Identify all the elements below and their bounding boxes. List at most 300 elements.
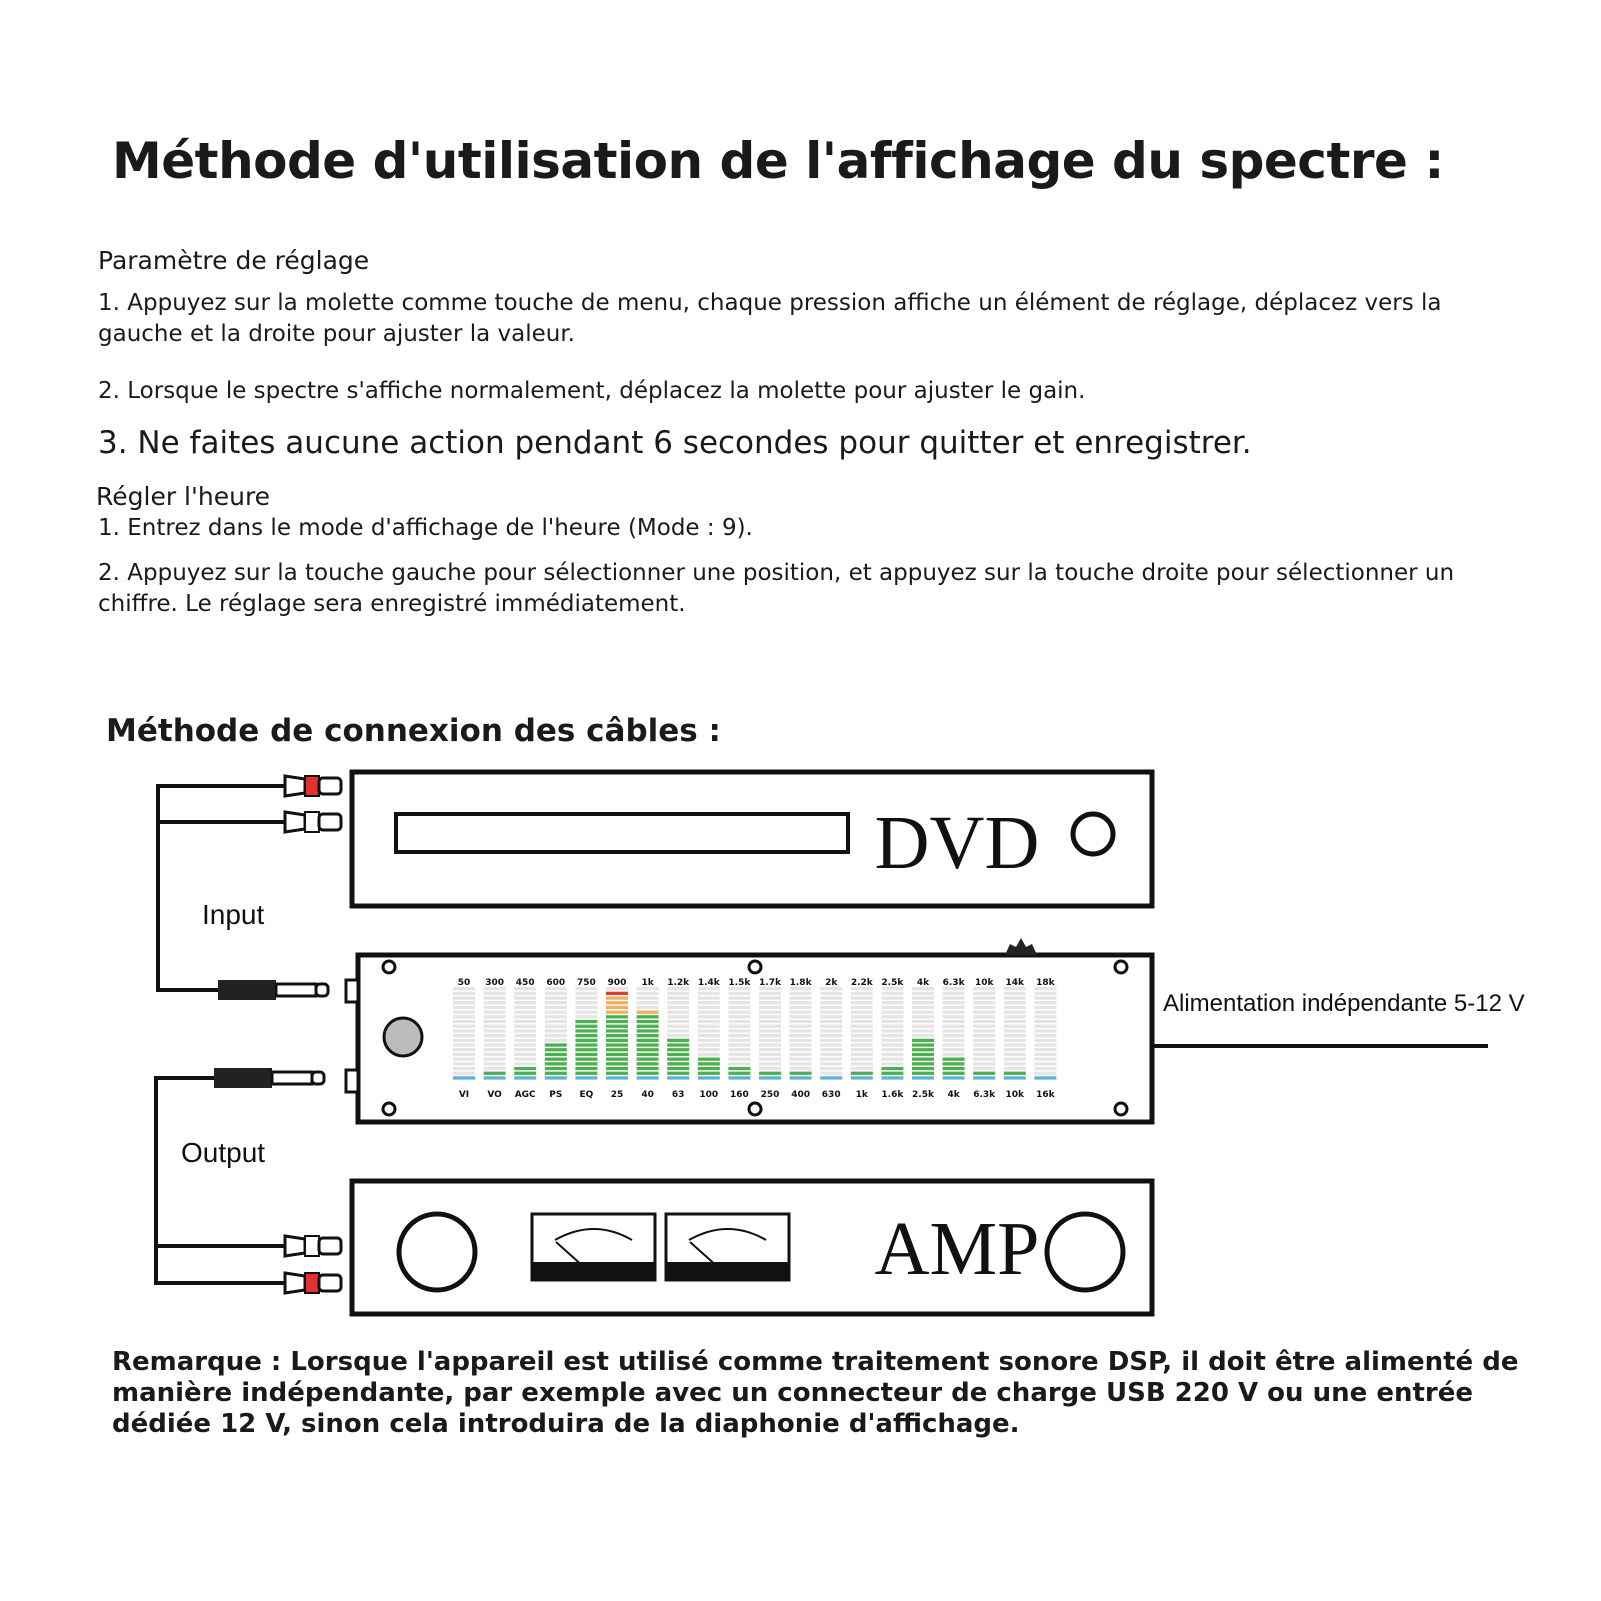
spectrum-segment-lit bbox=[606, 1034, 628, 1037]
spectrum-segment bbox=[881, 1039, 903, 1042]
spectrum-bottom-label: 160 bbox=[730, 1090, 749, 1100]
spectrum-segment bbox=[881, 1006, 903, 1009]
spectrum-segment bbox=[912, 1025, 934, 1028]
spectrum-segment bbox=[1034, 1006, 1056, 1009]
spectrum-segment bbox=[851, 1058, 873, 1061]
spectrum-segment-lit bbox=[606, 1020, 628, 1023]
spectrum-segment-lit bbox=[728, 1072, 750, 1075]
spectrum-segment-lit bbox=[790, 1076, 812, 1079]
spectrum-segment-lit bbox=[759, 1076, 781, 1079]
spectrum-segment bbox=[790, 1053, 812, 1056]
spectrum-segment bbox=[943, 1001, 965, 1004]
spectrum-top-label: 18k bbox=[1036, 978, 1055, 988]
spectrum-segment bbox=[575, 1011, 597, 1014]
spectrum-segment bbox=[1034, 1043, 1056, 1046]
spectrum-segment bbox=[943, 1048, 965, 1051]
spectrum-top-label: 2.2k bbox=[850, 978, 873, 988]
dvd-label: DVD bbox=[874, 801, 1040, 885]
spectrum-segment bbox=[453, 1025, 475, 1028]
spectrum-segment bbox=[667, 1015, 689, 1018]
spectrum-segment bbox=[545, 1025, 567, 1028]
spectrum-segment bbox=[698, 1039, 720, 1042]
spectrum-segment bbox=[453, 1053, 475, 1056]
spectrum-segment-lit bbox=[575, 1039, 597, 1042]
spectrum-segment bbox=[484, 1001, 506, 1004]
spectrum-segment bbox=[637, 1006, 659, 1009]
spectrum-bottom-label: PS bbox=[549, 1090, 563, 1100]
spectrum-bottom-label: 100 bbox=[699, 1090, 719, 1100]
spectrum-segment bbox=[943, 1015, 965, 1018]
spectrum-segment-lit bbox=[637, 1011, 659, 1014]
spectrum-segment bbox=[728, 1039, 750, 1042]
dvd-power-knob bbox=[1073, 814, 1113, 854]
spectrum-segment bbox=[667, 1029, 689, 1032]
spectrum-segment-lit bbox=[545, 1072, 567, 1075]
spectrum-segment bbox=[545, 1015, 567, 1018]
spectrum-segment bbox=[790, 992, 812, 995]
spectrum-segment bbox=[881, 1034, 903, 1037]
spectrum-segment-lit bbox=[912, 1062, 934, 1065]
spectrum-segment bbox=[575, 1015, 597, 1018]
spectrum-segment bbox=[545, 1001, 567, 1004]
spectrum-segment bbox=[545, 1029, 567, 1032]
spectrum-bottom-label: 6.3k bbox=[973, 1090, 996, 1100]
spectrum-segment bbox=[881, 1062, 903, 1065]
vu-meter-left-icon bbox=[532, 1214, 655, 1280]
spectrum-segment bbox=[453, 1039, 475, 1042]
spectrum-segment bbox=[759, 1058, 781, 1061]
spectrum-segment-lit bbox=[545, 1053, 567, 1056]
spectrum-segment bbox=[759, 1020, 781, 1023]
spectrum-segment-lit bbox=[637, 1058, 659, 1061]
spectrum-segment bbox=[851, 1048, 873, 1051]
spectrum-segment bbox=[728, 1058, 750, 1061]
bluetooth-antenna-icon bbox=[1005, 938, 1037, 955]
spectrum-segment bbox=[514, 1015, 536, 1018]
spectrum-segment-lit bbox=[637, 1072, 659, 1075]
spectrum-segment bbox=[759, 1015, 781, 1018]
spectrum-segment bbox=[881, 1025, 903, 1028]
settings-heading: Paramètre de réglage bbox=[98, 246, 370, 275]
spectrum-segment bbox=[453, 1006, 475, 1009]
spectrum-segment bbox=[1034, 1058, 1056, 1061]
spectrum-segment bbox=[1034, 1039, 1056, 1042]
spectrum-segment bbox=[484, 1067, 506, 1070]
spectrum-segment-lit bbox=[637, 1043, 659, 1046]
output-label: Output bbox=[181, 1137, 266, 1168]
spectrum-segment bbox=[851, 1034, 873, 1037]
spectrum-segment bbox=[728, 1020, 750, 1023]
spectrum-segment bbox=[759, 992, 781, 995]
spectrum-segment bbox=[973, 1029, 995, 1032]
spectrum-segment-lit bbox=[943, 1067, 965, 1070]
spectrum-segment-lit bbox=[667, 1053, 689, 1056]
spectrum-top-label: 1.5k bbox=[728, 978, 751, 988]
spectrum-segment bbox=[973, 1058, 995, 1061]
spectrum-segment-lit bbox=[698, 1062, 720, 1065]
spectrum-top-label: 1.8k bbox=[789, 978, 812, 988]
spectrum-bottom-label: 1.6k bbox=[881, 1090, 904, 1100]
spectrum-segment bbox=[575, 1001, 597, 1004]
spectrum-segment bbox=[943, 992, 965, 995]
amp-volume-knob bbox=[1047, 1214, 1123, 1290]
spectrum-bottom-label: 25 bbox=[610, 1090, 624, 1100]
spectrum-segment bbox=[973, 1043, 995, 1046]
spectrum-segment-lit bbox=[851, 1076, 873, 1079]
spectrum-segment bbox=[912, 1001, 934, 1004]
spectrum-segment bbox=[790, 1043, 812, 1046]
spectrum-segment-lit bbox=[514, 1067, 536, 1070]
spectrum-segment bbox=[759, 1034, 781, 1037]
spectrum-segment bbox=[453, 1058, 475, 1061]
spectrum-segment bbox=[698, 1011, 720, 1014]
spectrum-segment bbox=[667, 1001, 689, 1004]
spectrum-segment-lit bbox=[453, 1076, 475, 1079]
spectrum-segment-lit bbox=[545, 1076, 567, 1079]
spectrum-segment bbox=[973, 1015, 995, 1018]
spectrum-segment bbox=[484, 996, 506, 999]
spectrum-segment-lit bbox=[667, 1067, 689, 1070]
spectrum-segment-lit bbox=[514, 1076, 536, 1079]
connection-heading: Méthode de connexion des câbles : bbox=[106, 713, 721, 749]
spectrum-segment bbox=[453, 992, 475, 995]
spectrum-top-label: 6.3k bbox=[942, 978, 965, 988]
spectrum-segment bbox=[1004, 1011, 1026, 1014]
spectrum-segment bbox=[728, 1048, 750, 1051]
spectrum-segment bbox=[1004, 1015, 1026, 1018]
spectrum-segment-lit bbox=[637, 1034, 659, 1037]
spectrum-segment-lit bbox=[912, 1039, 934, 1042]
spectrum-segment bbox=[820, 1043, 842, 1046]
spectrum-segment-lit bbox=[575, 1053, 597, 1056]
spectrum-segment bbox=[728, 992, 750, 995]
spectrum-segment-lit bbox=[606, 1048, 628, 1051]
spectrum-top-label: 1.7k bbox=[759, 978, 781, 988]
spectrum-segment-lit bbox=[484, 1072, 506, 1075]
control-knob-icon bbox=[384, 1018, 422, 1056]
spectrum-segment bbox=[973, 1025, 995, 1028]
spectrum-segment bbox=[820, 1039, 842, 1042]
power-label: Alimentation indépendante 5-12 V bbox=[1163, 990, 1525, 1017]
spectrum-segment bbox=[820, 1015, 842, 1018]
spectrum-segment-lit bbox=[943, 1072, 965, 1075]
spectrum-segment bbox=[637, 1001, 659, 1004]
spectrum-segment bbox=[1004, 992, 1026, 995]
spectrum-segment bbox=[484, 992, 506, 995]
spectrum-segment bbox=[1034, 1048, 1056, 1051]
spectrum-segment bbox=[943, 996, 965, 999]
spectrum-segment-lit bbox=[606, 1006, 628, 1009]
spectrum-segment bbox=[514, 1029, 536, 1032]
spectrum-segment-lit bbox=[698, 1076, 720, 1079]
spectrum-segment bbox=[1004, 1029, 1026, 1032]
spectrum-segment bbox=[820, 1072, 842, 1075]
spectrum-segment-lit bbox=[973, 1076, 995, 1079]
spectrum-bottom-label: 16k bbox=[1036, 1090, 1055, 1100]
spectrum-segment-lit bbox=[606, 996, 628, 999]
rca-plug-red-input bbox=[285, 776, 341, 796]
spectrum-segment-lit bbox=[912, 1053, 934, 1056]
spectrum-segment-lit bbox=[606, 1058, 628, 1061]
spectrum-segment bbox=[514, 996, 536, 999]
spectrum-segment-lit bbox=[667, 1058, 689, 1061]
spectrum-segment bbox=[1034, 996, 1056, 999]
spectrum-segment bbox=[545, 1020, 567, 1023]
spectrum-segment bbox=[698, 1001, 720, 1004]
spectrum-segment bbox=[606, 992, 628, 995]
spectrum-segment bbox=[790, 1020, 812, 1023]
spectrum-segment bbox=[973, 1020, 995, 1023]
spectrum-segment bbox=[698, 996, 720, 999]
spectrum-segment bbox=[973, 1053, 995, 1056]
spectrum-top-label: 1.4k bbox=[697, 978, 720, 988]
input-label: Input bbox=[202, 899, 265, 930]
spectrum-segment bbox=[698, 1053, 720, 1056]
jack-plug-input bbox=[218, 980, 328, 1000]
spectrum-display-unit bbox=[346, 938, 1152, 1122]
spectrum-segment bbox=[851, 1067, 873, 1070]
amp-left-knob bbox=[399, 1214, 475, 1290]
spectrum-segment bbox=[1004, 1062, 1026, 1065]
spectrum-segment bbox=[514, 1020, 536, 1023]
spectrum-segment bbox=[820, 1020, 842, 1023]
spectrum-segment bbox=[1034, 1029, 1056, 1032]
output-cable bbox=[156, 1078, 285, 1283]
spectrum-segment bbox=[453, 1029, 475, 1032]
output-jack-socket bbox=[346, 1070, 358, 1092]
spectrum-segment bbox=[973, 1006, 995, 1009]
spectrum-segment bbox=[851, 1039, 873, 1042]
spectrum-top-label: 600 bbox=[546, 978, 566, 988]
spectrum-segment bbox=[1004, 1043, 1026, 1046]
spectrum-bottom-label: 630 bbox=[821, 1090, 841, 1100]
spectrum-segment bbox=[790, 996, 812, 999]
spectrum-segment bbox=[1034, 1025, 1056, 1028]
spectrum-segment bbox=[1034, 1020, 1056, 1023]
input-cable bbox=[158, 786, 285, 990]
spectrum-segment bbox=[790, 1067, 812, 1070]
spectrum-segment bbox=[484, 1011, 506, 1014]
spectrum-segment-lit bbox=[912, 1058, 934, 1061]
spectrum-segment bbox=[514, 1058, 536, 1061]
spectrum-segment bbox=[514, 1062, 536, 1065]
spectrum-segment bbox=[728, 1015, 750, 1018]
spectrum-segment-lit bbox=[1034, 1076, 1056, 1079]
spectrum-segment bbox=[698, 1034, 720, 1037]
spectrum-segment bbox=[790, 1001, 812, 1004]
spectrum-segment bbox=[484, 1015, 506, 1018]
time-heading: Régler l'heure bbox=[96, 482, 271, 511]
spectrum-segment-lit bbox=[575, 1020, 597, 1023]
spectrum-segment-lit bbox=[575, 1029, 597, 1032]
spectrum-segment bbox=[851, 1062, 873, 1065]
spectrum-bottom-label: 10k bbox=[1005, 1090, 1025, 1100]
spectrum-segment bbox=[728, 996, 750, 999]
spectrum-segment bbox=[759, 1006, 781, 1009]
spectrum-segment-lit bbox=[1004, 1072, 1026, 1075]
spectrum-segment-lit bbox=[575, 1034, 597, 1037]
spectrum-segment bbox=[851, 1015, 873, 1018]
spectrum-segment bbox=[820, 1048, 842, 1051]
spectrum-segment bbox=[667, 1020, 689, 1023]
settings-step-2: 2. Lorsque le spectre s'affiche normalement, déplacez la molette pour ajuster le gain. bbox=[98, 378, 1086, 404]
spectrum-segment bbox=[728, 1053, 750, 1056]
spectrum-segment bbox=[759, 1062, 781, 1065]
spectrum-segment-lit bbox=[606, 1062, 628, 1065]
spectrum-top-label: 50 bbox=[457, 978, 471, 988]
spectrum-segment bbox=[1004, 1048, 1026, 1051]
spectrum-bottom-label: EQ bbox=[579, 1090, 594, 1100]
spectrum-segment bbox=[912, 1029, 934, 1032]
spectrum-segment bbox=[453, 1048, 475, 1051]
spectrum-segment-lit bbox=[912, 1067, 934, 1070]
spectrum-segment bbox=[1004, 1006, 1026, 1009]
spectrum-bottom-label: 4k bbox=[947, 1090, 960, 1100]
spectrum-segment bbox=[820, 992, 842, 995]
spectrum-segment-lit bbox=[545, 1043, 567, 1046]
spectrum-segment bbox=[851, 1020, 873, 1023]
spectrum-segment bbox=[973, 1039, 995, 1042]
spectrum-segment-lit bbox=[637, 1039, 659, 1042]
spectrum-segment bbox=[851, 1053, 873, 1056]
spectrum-segment bbox=[759, 1011, 781, 1014]
spectrum-segment bbox=[484, 1058, 506, 1061]
spectrum-segment bbox=[637, 992, 659, 995]
spectrum-segment-lit bbox=[790, 1072, 812, 1075]
spectrum-segment bbox=[453, 1067, 475, 1070]
spectrum-segment bbox=[698, 1043, 720, 1046]
spectrum-segment bbox=[912, 1020, 934, 1023]
spectrum-segment bbox=[851, 996, 873, 999]
spectrum-segment-lit bbox=[637, 1025, 659, 1028]
spectrum-segment bbox=[514, 1053, 536, 1056]
rca-plug-white-output bbox=[285, 1236, 341, 1256]
spectrum-segment bbox=[1034, 1072, 1056, 1075]
spectrum-segment-lit bbox=[575, 1025, 597, 1028]
spectrum-segment bbox=[790, 1025, 812, 1028]
spectrum-segment bbox=[698, 1048, 720, 1051]
spectrum-segment bbox=[698, 1020, 720, 1023]
spectrum-segment bbox=[545, 996, 567, 999]
spectrum-segment bbox=[943, 1006, 965, 1009]
spectrum-segment-lit bbox=[606, 1011, 628, 1014]
spectrum-segment bbox=[851, 1043, 873, 1046]
spectrum-segment bbox=[943, 1039, 965, 1042]
spectrum-segment bbox=[545, 1006, 567, 1009]
spectrum-segment bbox=[698, 1025, 720, 1028]
spectrum-top-label: 1.2k bbox=[667, 978, 690, 988]
spectrum-segment-lit bbox=[943, 1058, 965, 1061]
spectrum-segment bbox=[851, 1006, 873, 1009]
spectrum-bottom-label: 400 bbox=[791, 1090, 810, 1100]
spectrum-segment-lit bbox=[698, 1072, 720, 1075]
spectrum-segment bbox=[790, 1006, 812, 1009]
spectrum-segment bbox=[484, 1039, 506, 1042]
spectrum-segment bbox=[943, 1020, 965, 1023]
spectrum-segment bbox=[851, 1025, 873, 1028]
spectrum-segment bbox=[484, 1062, 506, 1065]
spectrum-segment-lit bbox=[545, 1048, 567, 1051]
spectrum-segment-lit bbox=[698, 1067, 720, 1070]
spectrum-segment bbox=[790, 1058, 812, 1061]
spectrum-segment-lit bbox=[943, 1062, 965, 1065]
spectrum-segment bbox=[453, 1011, 475, 1014]
spectrum-segment-lit bbox=[484, 1076, 506, 1079]
input-jack-socket bbox=[346, 980, 358, 1002]
spectrum-segment-lit bbox=[606, 1025, 628, 1028]
spectrum-segment-lit bbox=[667, 1039, 689, 1042]
spectrum-segment bbox=[575, 996, 597, 999]
spectrum-segment-lit bbox=[606, 1067, 628, 1070]
spectrum-segment bbox=[759, 1067, 781, 1070]
spectrum-segment-lit bbox=[912, 1076, 934, 1079]
spectrum-segment bbox=[484, 1053, 506, 1056]
spectrum-segment bbox=[943, 1011, 965, 1014]
spectrum-segment-lit bbox=[606, 1001, 628, 1004]
spectrum-segment bbox=[851, 1029, 873, 1032]
spectrum-segment bbox=[514, 1039, 536, 1042]
spectrum-segment bbox=[698, 1029, 720, 1032]
spectrum-segment bbox=[881, 1001, 903, 1004]
spectrum-segment bbox=[1034, 992, 1056, 995]
spectrum-segment bbox=[575, 1006, 597, 1009]
spectrum-segment bbox=[545, 992, 567, 995]
spectrum-segment bbox=[759, 1053, 781, 1056]
spectrum-top-label: 300 bbox=[485, 978, 504, 988]
jack-plug-output bbox=[214, 1068, 324, 1088]
spectrum-segment bbox=[484, 1025, 506, 1028]
spectrum-segment bbox=[667, 1025, 689, 1028]
spectrum-segment bbox=[514, 1034, 536, 1037]
spectrum-segment bbox=[453, 1034, 475, 1037]
spectrum-segment-lit bbox=[698, 1058, 720, 1061]
spectrum-segment bbox=[973, 996, 995, 999]
spectrum-top-label: 14k bbox=[1005, 978, 1025, 988]
spectrum-bottom-label: 40 bbox=[641, 1090, 654, 1100]
spectrum-segment bbox=[575, 992, 597, 995]
spectrum-bottom-label: VI bbox=[458, 1090, 470, 1100]
spectrum-segment bbox=[759, 1029, 781, 1032]
spectrum-segment bbox=[667, 1006, 689, 1009]
spectrum-top-label: 900 bbox=[607, 978, 627, 988]
spectrum-segment bbox=[759, 1025, 781, 1028]
spectrum-segment bbox=[728, 1011, 750, 1014]
spectrum-segment bbox=[790, 1062, 812, 1065]
spectrum-segment-lit bbox=[912, 1072, 934, 1075]
rca-plug-red-output bbox=[285, 1273, 341, 1293]
spectrum-segment bbox=[881, 1058, 903, 1061]
spectrum-segment bbox=[820, 1011, 842, 1014]
spectrum-segment bbox=[1034, 1011, 1056, 1014]
spectrum-segment bbox=[514, 1043, 536, 1046]
spectrum-segment bbox=[514, 1048, 536, 1051]
spectrum-segment bbox=[820, 1053, 842, 1056]
spectrum-segment bbox=[453, 1043, 475, 1046]
spectrum-segment bbox=[820, 1058, 842, 1061]
spectrum-segment-lit bbox=[575, 1062, 597, 1065]
spectrum-segment-lit bbox=[545, 1062, 567, 1065]
spectrum-segment-lit bbox=[881, 1067, 903, 1070]
spectrum-segment-lit bbox=[881, 1072, 903, 1075]
dvd-player bbox=[352, 772, 1152, 906]
spectrum-segment bbox=[728, 1006, 750, 1009]
settings-step-1: 1. Appuyez sur la molette comme touche de menu, chaque pression affiche un élément de réglage, déplacez vers la gauche et la droite pour ajuster la valeur. bbox=[98, 290, 1442, 347]
spectrum-segment bbox=[851, 1001, 873, 1004]
spectrum-top-label: 10k bbox=[974, 978, 994, 988]
spectrum-segment bbox=[790, 1034, 812, 1037]
spectrum-segment bbox=[453, 1001, 475, 1004]
spectrum-segment bbox=[667, 996, 689, 999]
